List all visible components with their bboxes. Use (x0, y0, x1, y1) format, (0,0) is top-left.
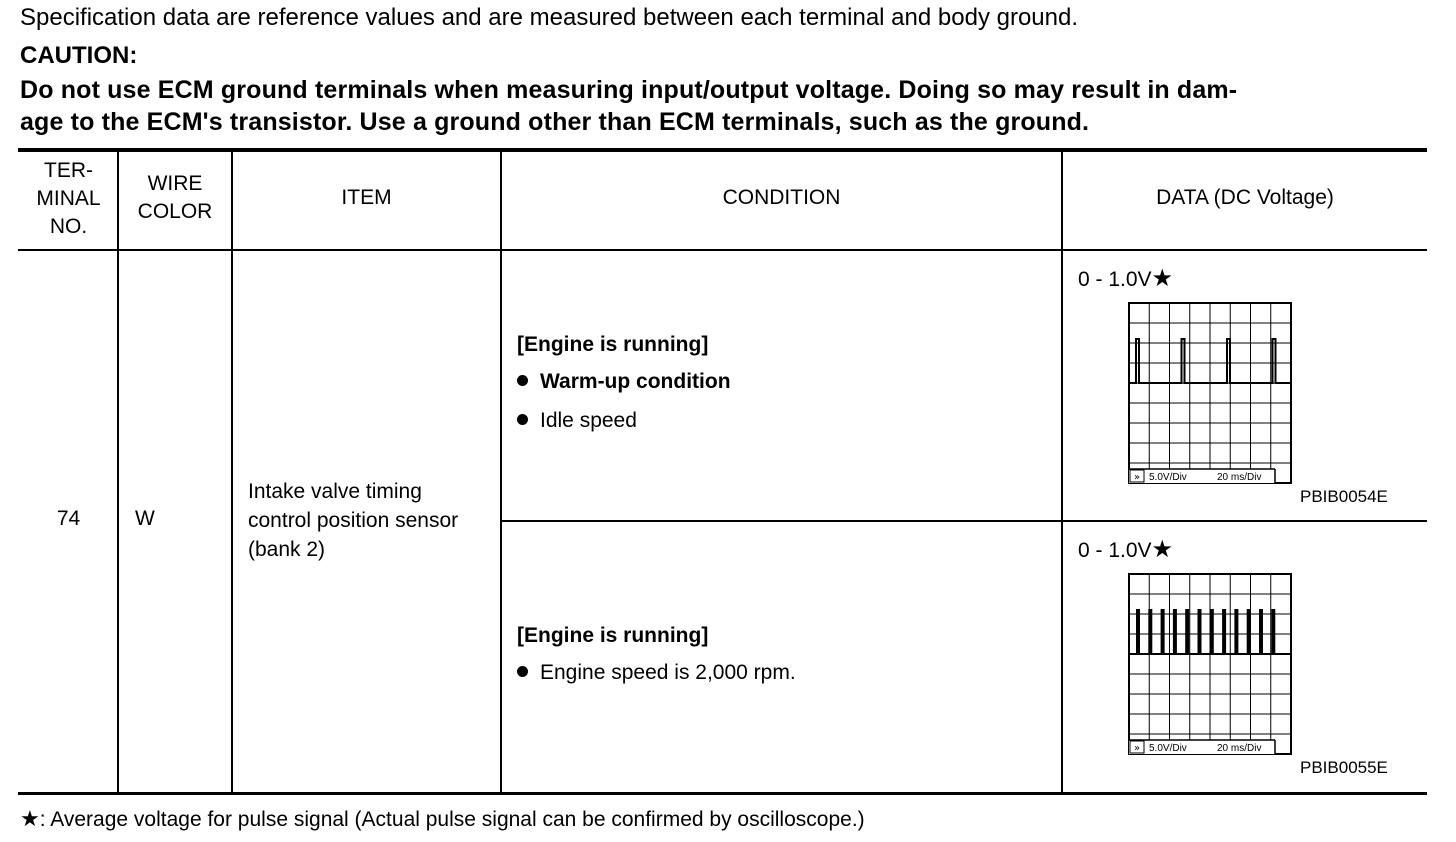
time-per-div-label: 20 ms/Div (1217, 472, 1262, 483)
col-divider-2 (231, 151, 233, 793)
volts-per-div-label: 5.0V/Div (1149, 743, 1187, 754)
condition-1-heading: [Engine is running] (517, 333, 709, 356)
bullet-icon (517, 666, 528, 677)
header-wire-color: WIRE COLOR (137, 172, 213, 223)
star-icon: ★ (20, 806, 40, 831)
header-terminal-no: TER- MINAL NO. (36, 159, 101, 238)
time-per-div-label: 20 ms/Div (1217, 743, 1262, 754)
row-divider (500, 520, 1427, 522)
condition-1-bullet-1: Warm-up condition (517, 370, 731, 394)
col-divider-4 (1061, 151, 1063, 793)
header-item: ITEM (341, 186, 392, 209)
col-divider-3 (500, 151, 502, 793)
range-icon-glyph: » (1133, 743, 1141, 754)
item-description: Intake valve timing control position sensor (bank 2) (248, 480, 459, 561)
condition-2-bullet-1: Engine speed is 2,000 rpm. (517, 661, 796, 685)
figure-code-2: PBIB0055E (1300, 758, 1388, 777)
oscilloscope-waveform-1 (1127, 301, 1293, 485)
bullet-icon (517, 375, 528, 386)
table-top-rule (18, 148, 1427, 152)
header-bottom-rule (18, 249, 1427, 251)
figure-code-1: PBIB0054E (1300, 487, 1388, 506)
header-condition: CONDITION (722, 186, 841, 209)
intro-text: Specification data are reference values and are measured between each terminal and body ground. (20, 4, 1079, 31)
range-icon-glyph: » (1133, 472, 1141, 483)
caution-line-1: Do not use ECM ground terminals when measuring input/output voltage. Doing so may result in dam- (20, 76, 1238, 104)
table-bottom-rule (18, 792, 1427, 795)
header-data: DATA (DC Voltage) (1156, 186, 1334, 209)
star-icon: ★ (1151, 265, 1174, 292)
volts-per-div-label: 5.0V/Div (1149, 472, 1187, 483)
voltage-2: 0 - 1.0V★ (1078, 536, 1174, 563)
terminal-number: 74 (56, 507, 81, 530)
bullet-icon (517, 414, 528, 425)
caution-line-2: age to the ECM's transistor. Use a ground other than ECM terminals, such as the ground. (20, 108, 1090, 136)
oscilloscope-waveform-2 (1127, 572, 1293, 756)
wire-color-value: W (135, 507, 155, 530)
voltage-1: 0 - 1.0V★ (1078, 265, 1174, 292)
col-divider-1 (117, 151, 119, 793)
star-icon: ★ (1151, 536, 1174, 563)
condition-1-bullet-2: Idle speed (517, 409, 637, 433)
condition-2-heading: [Engine is running] (517, 624, 709, 647)
footnote: ★: Average voltage for pulse signal (Actual pulse signal can be confirmed by oscilloscope.) (20, 806, 865, 831)
caution-title: CAUTION: (20, 42, 138, 69)
